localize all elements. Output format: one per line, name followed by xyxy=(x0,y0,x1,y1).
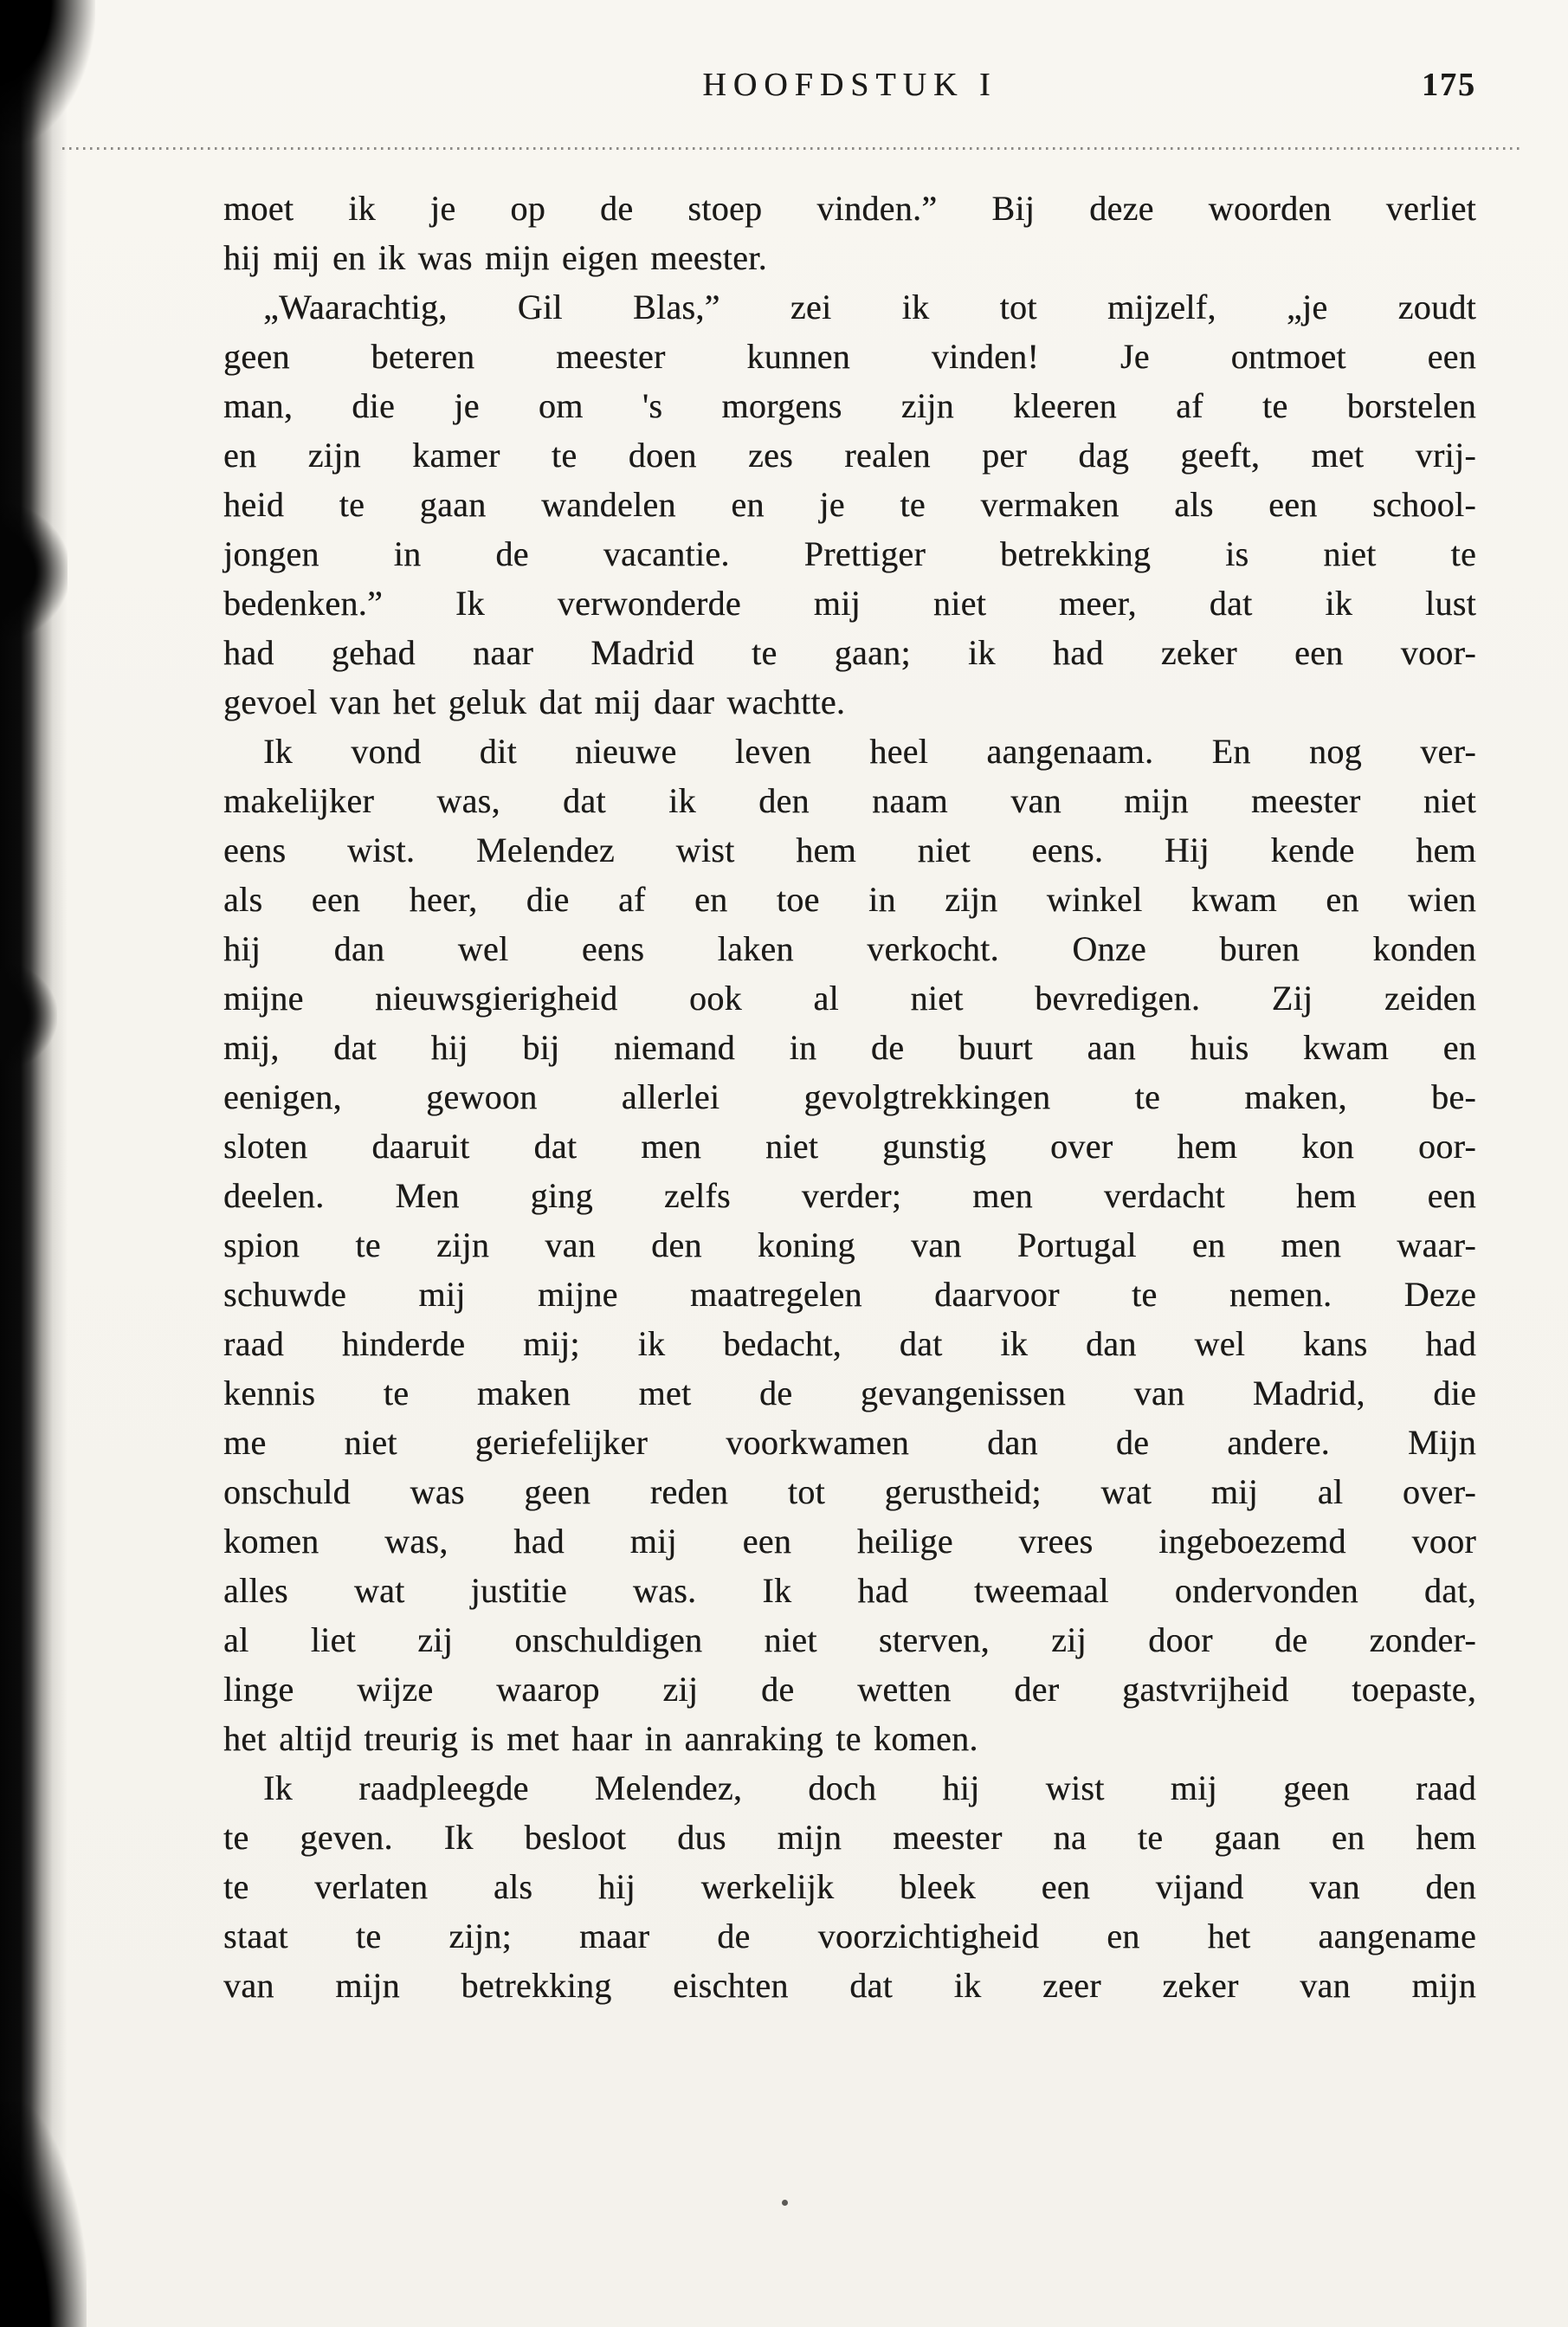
text-line: Ik vond dit nieuwe leven heel aangenaam. En nog ver- xyxy=(263,732,1476,771)
text-line: kennis te maken met de gevangenissen van Madrid, die xyxy=(223,1374,1476,1412)
text-line: te verlaten als hij werkelijk bleek een vijand van den xyxy=(223,1867,1476,1906)
text-line: schuwde mij mijne maatregelen daarvoor te nemen. Deze xyxy=(223,1275,1476,1314)
paragraph xyxy=(223,282,1476,727)
text-line: en zijn kamer te doen zes realen per dag geeft, met vrij- xyxy=(223,436,1476,475)
page-text xyxy=(223,184,1476,2010)
text-line: hij mij en ik was mijn eigen meester. xyxy=(223,238,767,277)
paragraph xyxy=(223,727,1476,1763)
text-line: me niet geriefelijker voorkwamen dan de andere. Mijn xyxy=(223,1423,1476,1462)
scan-speck xyxy=(782,2200,788,2206)
text-line: sloten daaruit dat men niet gunstig over hem kon oor- xyxy=(223,1127,1476,1166)
page-header xyxy=(223,66,1476,111)
text-line: komen was, had mij een heilige vrees ingeboezemd voor xyxy=(223,1522,1476,1561)
text-line: heid te gaan wandelen en je te vermaken als een school- xyxy=(223,485,1476,524)
page-number: 175 xyxy=(1422,67,1476,103)
text-line: spion te zijn van den koning van Portugal en men waar- xyxy=(223,1225,1476,1264)
text-line: man, die je om 's morgens zijn kleeren af te borstelen xyxy=(223,386,1476,425)
text-line: had gehad naar Madrid te gaan; ik had zeker een voor- xyxy=(223,633,1476,672)
text-line: van mijn betrekking eischten dat ik zeer zeker van mijn xyxy=(223,1966,1476,2005)
text-line: linge wijze waarop zij de wetten der gastvrijheid toepaste, xyxy=(223,1670,1476,1709)
text-line: staat te zijn; maar de voorzichtigheid en het aangename xyxy=(223,1917,1476,1955)
text-line: hij dan wel eens laken verkocht. Onze buren konden xyxy=(223,929,1476,968)
chapter-title: HOOFDSTUK I xyxy=(702,67,997,103)
text-line: raad hinderde mij; ik bedacht, dat ik dan wel kans had xyxy=(223,1324,1476,1363)
text-line: „Waarachtig, Gil Blas,” zei ik tot mijzelf, „je zoudt xyxy=(263,288,1476,326)
text-line: alles wat justitie was. Ik had tweemaal ondervonden dat, xyxy=(223,1571,1476,1610)
text-line: eens wist. Melendez wist hem niet eens. Hij kende hem xyxy=(223,831,1476,869)
book-binding-shadow xyxy=(0,0,68,2327)
text-line: al liet zij onschuldigen niet sterven, zij door de zonder- xyxy=(223,1620,1476,1659)
text-line: mijne nieuwsgierigheid ook al niet bevredigen. Zij zeiden xyxy=(223,979,1476,1018)
text-line: het altijd treurig is met haar in aanraking te komen. xyxy=(223,1719,978,1758)
text-line: deelen. Men ging zelfs verder; men verdacht hem een xyxy=(223,1176,1476,1215)
paragraph xyxy=(223,1763,1476,2010)
text-line: mij, dat hij bij niemand in de buurt aan huis kwam en xyxy=(223,1028,1476,1067)
paragraph xyxy=(223,184,1476,282)
text-line: geen beteren meester kunnen vinden! Je ontmoet een xyxy=(223,337,1476,376)
text-line: als een heer, die af en toe in zijn winkel kwam en wien xyxy=(223,880,1476,919)
text-line: gevoel van het geluk dat mij daar wachtte. xyxy=(223,682,846,721)
dotted-rule xyxy=(62,147,1521,150)
text-line: Ik raadpleegde Melendez, doch hij wist mij geen raad xyxy=(263,1768,1476,1807)
text-line: onschuld was geen reden tot gerustheid; wat mij al over- xyxy=(223,1472,1476,1511)
text-line: eenigen, gewoon allerlei gevolgtrekkingen te maken, be- xyxy=(223,1077,1476,1116)
text-line: makelijker was, dat ik den naam van mijn meester niet xyxy=(223,781,1476,820)
text-line: moet ik je op de stoep vinden.” Bij deze woorden verliet xyxy=(223,189,1476,228)
text-line: te geven. Ik besloot dus mijn meester na te gaan en hem xyxy=(223,1818,1476,1857)
text-line: bedenken.” Ik verwonderde mij niet meer, dat ik lust xyxy=(223,584,1476,623)
text-line: jongen in de vacantie. Prettiger betrekking is niet te xyxy=(223,534,1476,573)
